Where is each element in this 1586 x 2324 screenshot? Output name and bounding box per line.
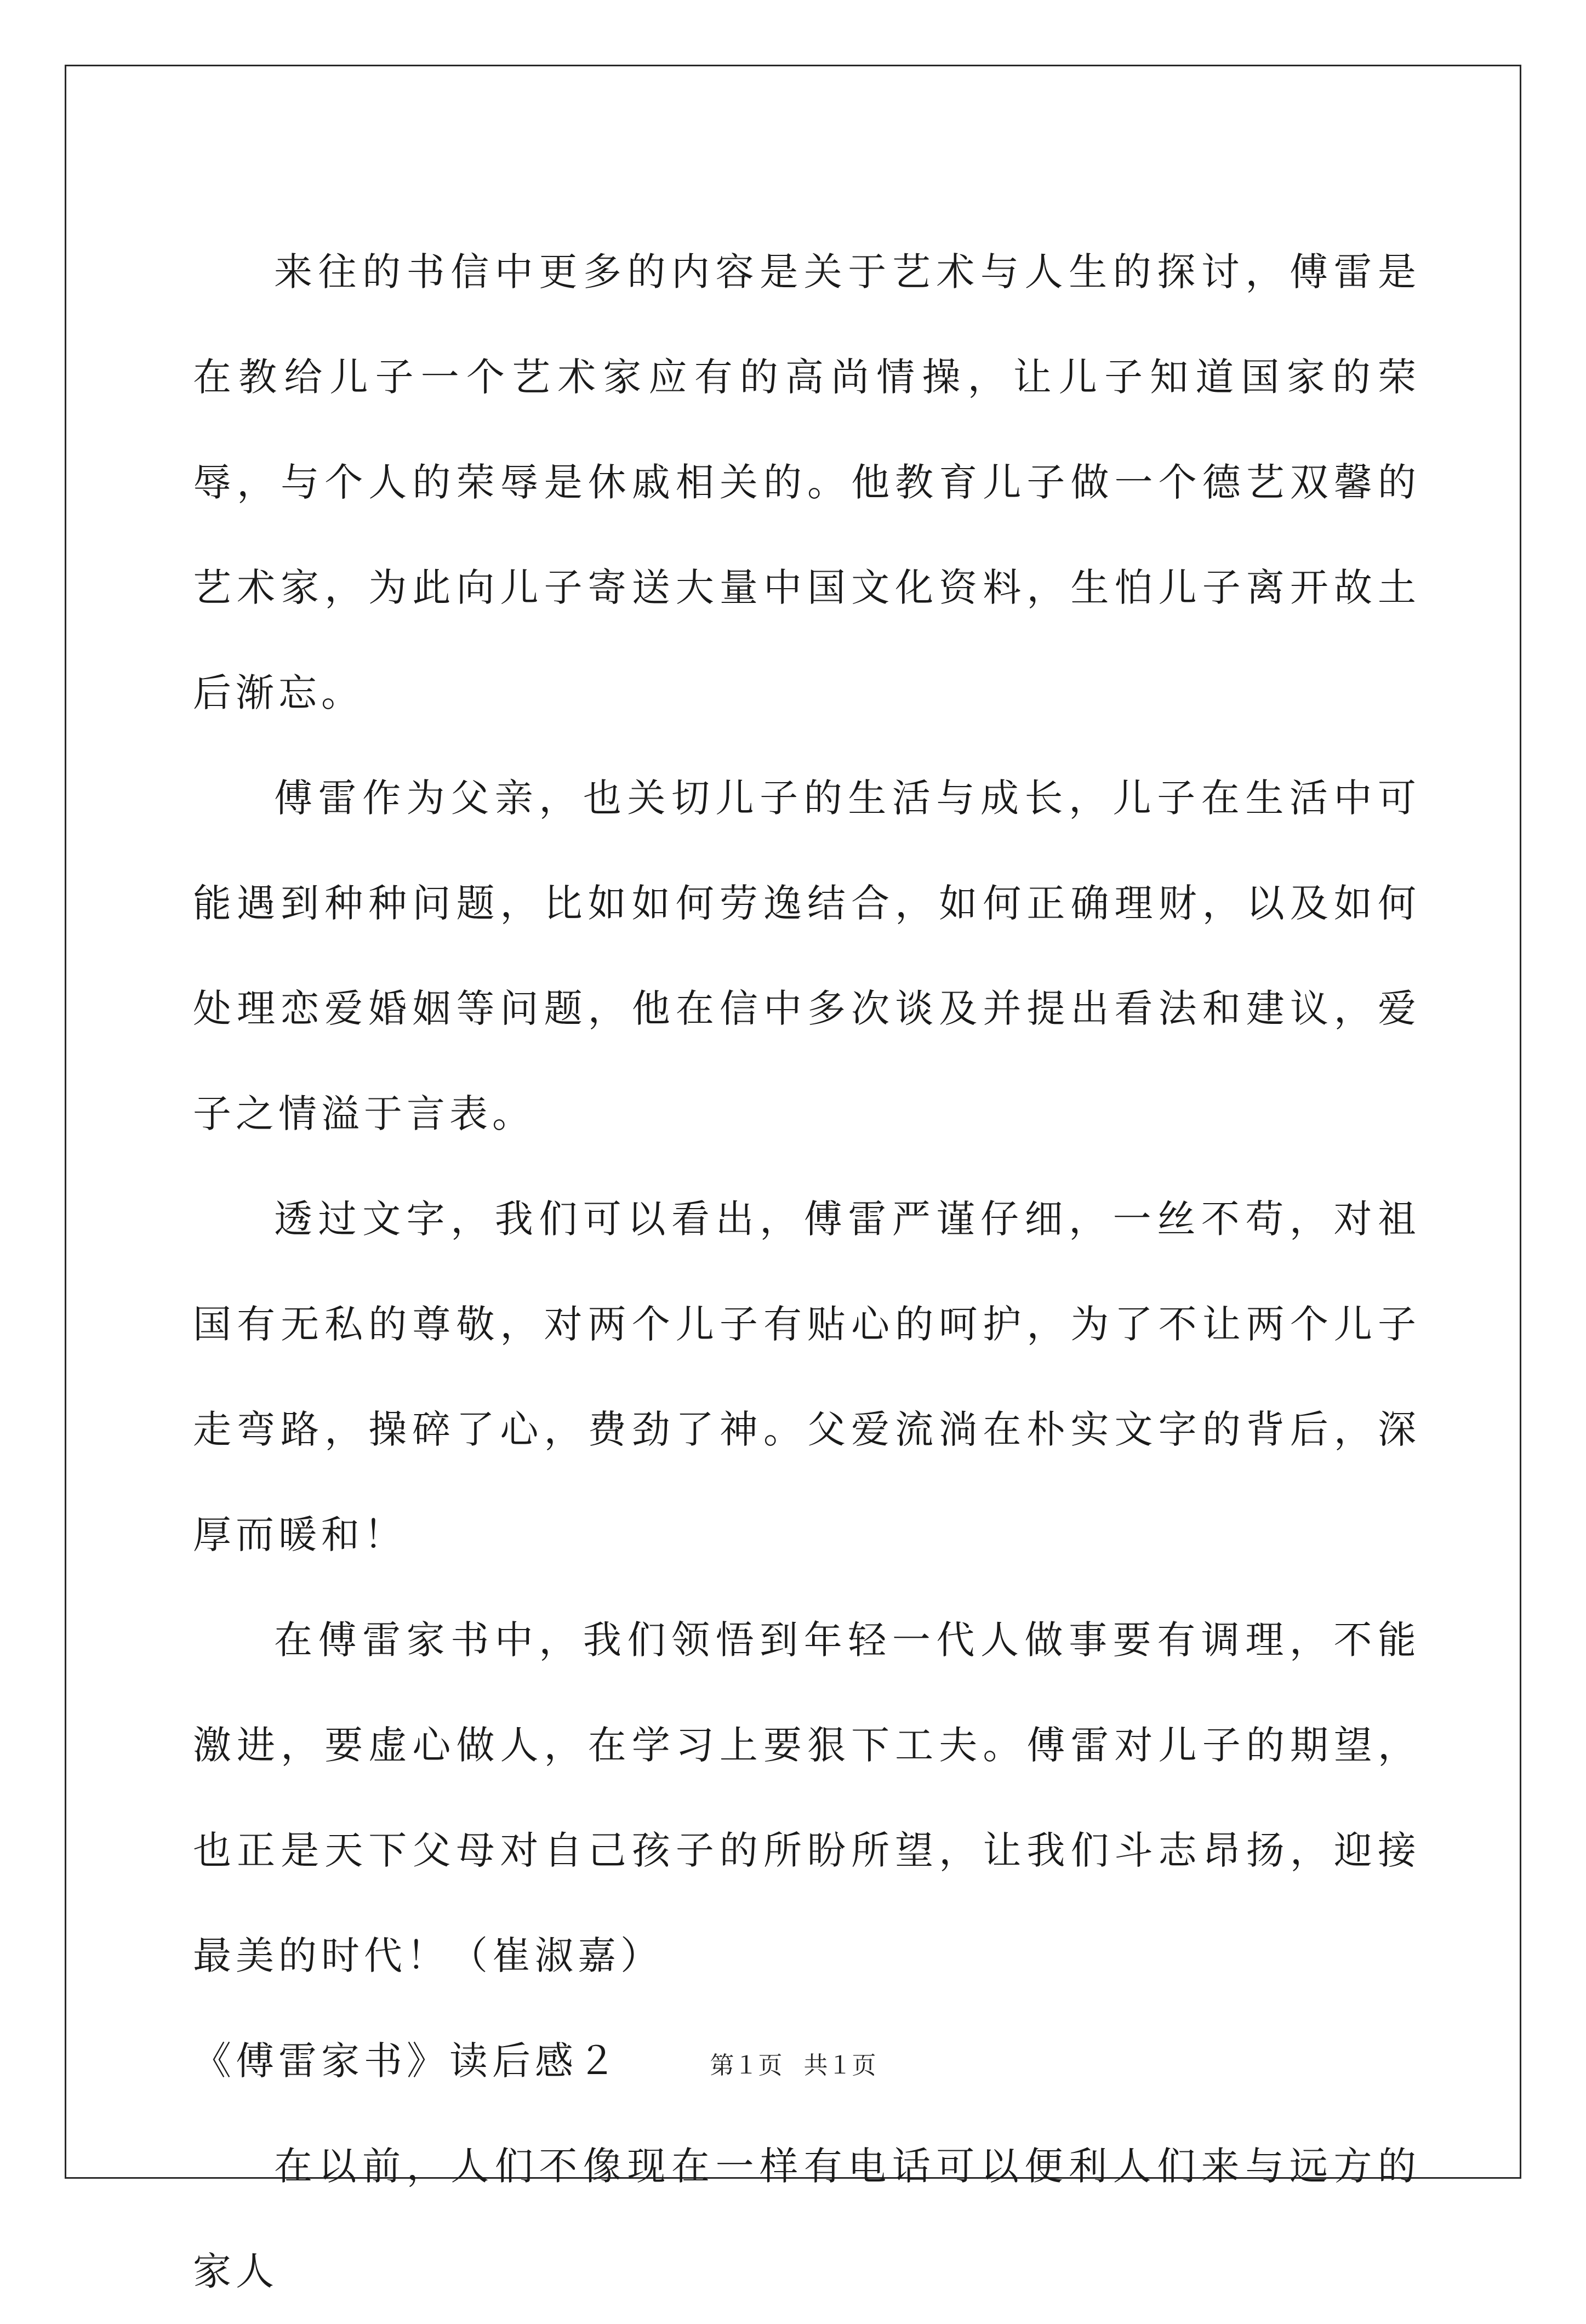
document-body [193,219,1420,2324]
paragraph: 来往的书信中更多的内容是关于艺术与人生的探讨，傅雷是在教给儿子一个艺术家应有的高尚情操，让儿子知道国家的荣辱，与个人的荣辱是休戚相关的。他教育儿子做一个德艺双馨的艺术家，为此向儿子寄送大量中国文化资料，生怕儿子离开故土后渐忘。 [193,249,1420,715]
section-heading: 《傅雷家书》读后感２ [193,2038,620,2083]
paragraph: 在以前，人们不像现在一样有电话可以便利人们来与远方的家人 [193,2144,1420,2294]
page-total: 共１页 [803,2052,876,2079]
paragraph: 傅雷作为父亲，也关切儿子的生活与成长，儿子在生活中可能遇到种种问题，比如如何劳逸结合，如何正确理财，以及如何处理恋爱婚姻等问题，他在信中多次谈及并提出看法和建议，爱子之情溢于言表。 [193,776,1420,1136]
page-number: 第１页 [710,2052,783,2079]
page-footer [0,2046,1586,2081]
paragraph: 透过文字，我们可以看出，傅雷严谨仔细，一丝不苟，对祖国有无私的尊敬，对两个儿子有贴心的呵护，为了不让两个儿子走弯路，操碎了心，费劲了神。父爱流淌在朴实文字的背后，深厚而暖和！ [193,1197,1420,1557]
paragraph: 在傅雷家书中，我们领悟到年轻一代人做事要有调理，不能激进，要虚心做人，在学习上要狠下工夫。傅雷对儿子的期望，也正是天下父母对自己孩子的所盼所望，让我们斗志昂扬，迎接最美的时代！（崔淑嘉） [193,1617,1420,1978]
